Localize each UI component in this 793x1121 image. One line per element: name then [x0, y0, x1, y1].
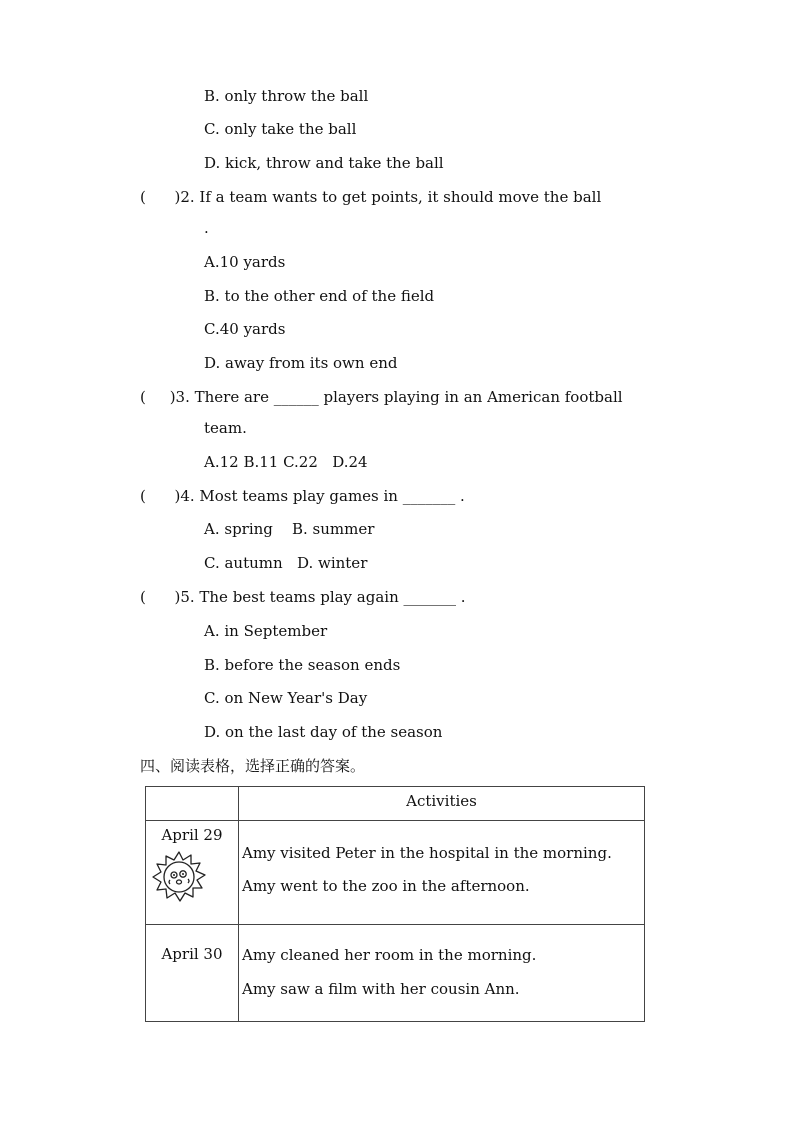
date-cell — [146, 925, 239, 1022]
q4-options-cd: C. autumn D. winter — [204, 554, 368, 572]
table-row — [146, 925, 645, 1022]
q2-option-c: C.40 yards — [204, 320, 286, 338]
q3-options: A.12 B.11 C.22 D.24 — [204, 453, 368, 471]
q5-stem: ( )5. The best teams play again _______ . — [140, 588, 466, 606]
table-row — [146, 821, 645, 925]
date-label: April 29 — [161, 826, 223, 844]
date-label: April 30 — [161, 945, 223, 963]
activities-header-label: Activities — [406, 792, 477, 810]
table-header-activities — [239, 787, 645, 821]
q3-stem: ( )3. There are ______ players playing in an American football — [140, 388, 623, 406]
sun-icon — [150, 850, 208, 904]
q4-stem: ( )4. Most teams play games in _______ . — [140, 487, 465, 505]
activity-line: Amy cleaned her room in the morning. — [242, 946, 537, 964]
q4-options-ab: A. spring B. summer — [204, 520, 375, 538]
table-header-row — [146, 787, 645, 821]
activities-cell — [239, 925, 645, 1022]
activity-line: Amy visited Peter in the hospital in the morning. — [242, 844, 612, 862]
date-cell — [146, 821, 239, 925]
table-header-empty — [146, 787, 239, 821]
activities-table — [145, 786, 645, 1022]
q5-option-b: B. before the season ends — [204, 656, 401, 674]
q2-continuation: . — [204, 219, 209, 237]
section-title: 四、阅读表格，选择正确的答案。 — [140, 757, 366, 775]
q2-option-a: A.10 yards — [204, 253, 286, 271]
q2-option-b: B. to the other end of the field — [204, 287, 435, 305]
q5-option-d: D. on the last day of the season — [204, 723, 443, 741]
activity-line: Amy went to the zoo in the afternoon. — [242, 877, 530, 895]
q2-option-d: D. away from its own end — [204, 354, 398, 372]
q5-option-c: C. on New Year's Day — [204, 689, 368, 707]
q2-stem: ( )2. If a team wants to get points, it should move the ball — [140, 188, 602, 206]
q1-option-b: B. only throw the ball — [204, 87, 369, 105]
q1-option-d: D. kick, throw and take the ball — [204, 154, 444, 172]
activities-cell — [239, 821, 645, 925]
q5-option-a: A. in September — [204, 622, 328, 640]
q1-option-c: C. only take the ball — [204, 120, 357, 138]
q3-continuation: team. — [204, 419, 247, 437]
activity-line: Amy saw a film with her cousin Ann. — [242, 980, 520, 998]
